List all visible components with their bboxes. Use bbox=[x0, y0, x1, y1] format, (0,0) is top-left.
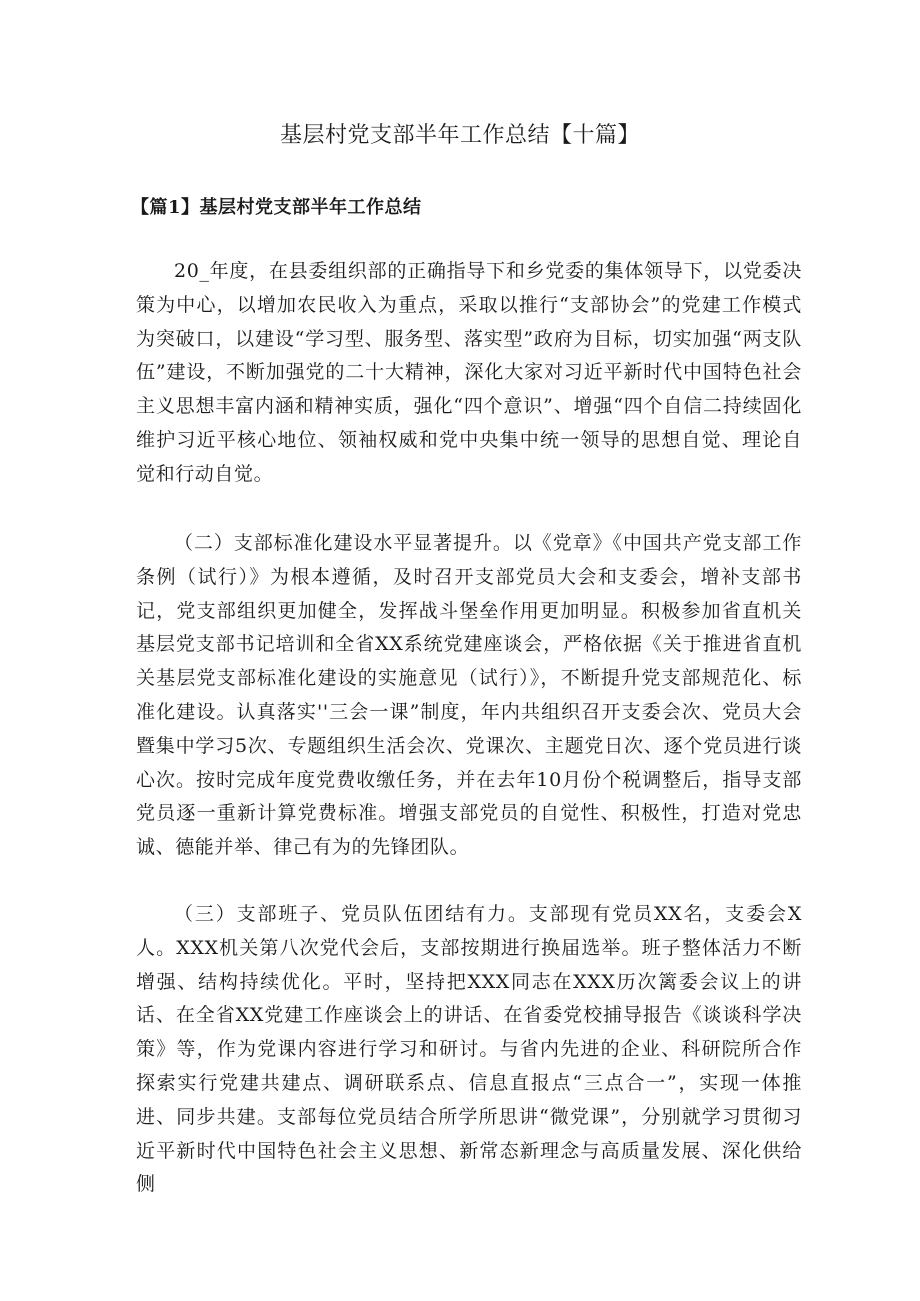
document-title: 基层村党支部半年工作总结【十篇】 bbox=[279, 123, 640, 148]
paragraph-intro: 20_年度，在县委组织部的正确指导下和乡党委的集体领导下，以党委决策为中心，以增加农民收入为重点，采取以推行“支部协会”的党建工作模式为突破口，以建设“学习型、服务型、落实型”政府为目标，切实加强“两支队伍”建设，不断加强党的二十大精神，深化大家对习近平新时代中国特色社会主义思想丰富内涵和精神实质，强化“四个意识”、增强“四个自信二持续固化维护习近平核心地位、领袖权威和党中央集中统一领导的思想自觉、理论自觉和行动自觉。 bbox=[136, 260, 802, 485]
paragraph-team: （三）支部班子、党员队伍团结有力。支部现有党员XX名，支委会X人。XXX机关第八次党代会后，支部按期进行换届选举。班子整体活力不断增强、结构持续优化。平时，坚持把XXX同志在XXX历次篱委会议上的讲话、在全省XX党建工作座谈会上的讲话、在省委党校捕导报告《谈谈科学决策》等，作为党课内容进行学习和研讨。与省内先进的企业、科研院所合作探索实行党建共建点、调研联系点、信息直报点“三点合一”，实现一体推进、同步共建。支部每位党员结合所学所思讲“微党课”，分别就学习贯彻习近平新时代中国特色社会主义思想、新常态新理念与高质量发展、深化供给侧 bbox=[136, 903, 802, 1196]
section-heading: 【篇1】基层村党支部半年工作总结 bbox=[131, 197, 422, 218]
paragraph-standardization: （二）支部标准化建设水平显著提升。以《党章》《中国共产党支部工作条例（试行）》为根本遵循，及时召开支部党员大会和支委会，增补支部书记，党支部组织更加健全，发挥战斗堡垒作用更加明显。积极参加省直机关基层党支部书记培训和全省XX系统党建座谈会，严格依据《关于推进省直机关基层党支部标准化建设的实施意见（试行）》，不断提升党支部规范化、标准化建设。认真落实''三会一课”制度，年内共组织召开支委会次、党员大会暨集中学习5次、专题组织生活会次、党课次、主题党日次、逐个党员进行谈心次。按时完成年度党费收缴任务，并在去年10月份个税调整后，指导支部党员逐一重新计算党费标准。增强支部党员的自觉性、积极性，打造对党忠诚、德能并举、律己有为的先锋团队。 bbox=[136, 532, 802, 859]
